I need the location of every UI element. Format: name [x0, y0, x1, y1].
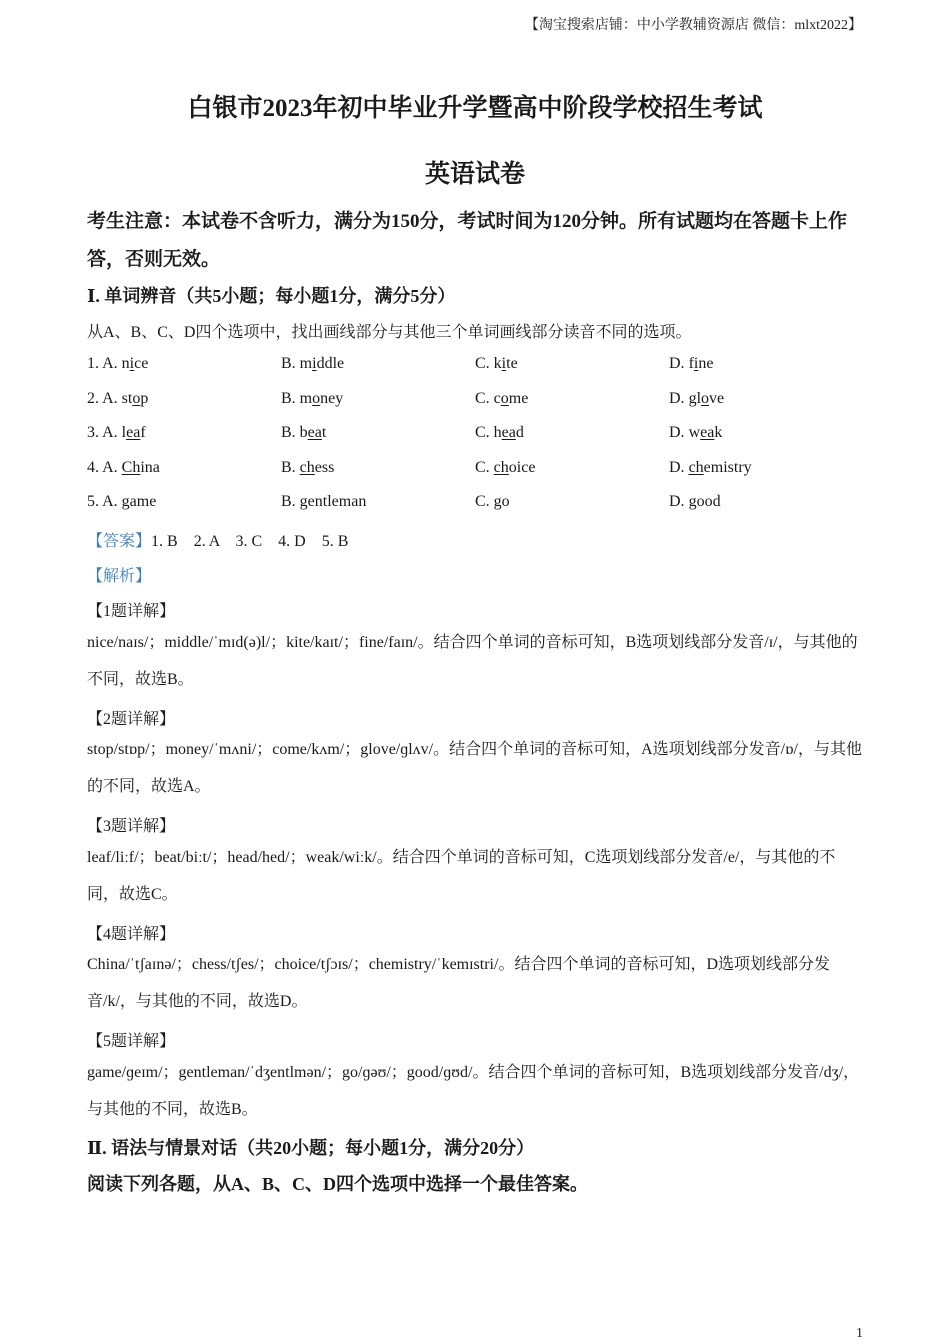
question-2-option-b [281, 390, 343, 408]
option-word-end: d [515, 424, 524, 441]
option-word-end: ame [129, 493, 157, 510]
option-underlined-part: g [493, 493, 502, 510]
question-5-option-d [669, 493, 721, 511]
option-word-end: ney [320, 389, 344, 407]
question-2-option-c [475, 390, 528, 408]
option-letter: B. [281, 458, 296, 476]
option-letter: C. [475, 355, 490, 372]
option-word-end: ess [314, 458, 335, 476]
option-underlined-part: o [701, 389, 710, 407]
detail-2-heading: 【2题详解】 [87, 711, 176, 728]
option-word-end: o [501, 493, 510, 510]
option-letter: 4. A. [87, 458, 118, 476]
section2-instruction: 阅读下列各题，从A、B、C、D四个选项中选择一个最佳答案。 [87, 1174, 589, 1194]
option-letter: D. [669, 424, 685, 441]
analysis-label: 【解析】 [87, 568, 152, 585]
option-letter: D. [669, 355, 685, 372]
option-underlined-part: o [312, 389, 321, 407]
question-1-option-b [281, 355, 344, 373]
detail-4-heading: 【4题详解】 [87, 926, 176, 943]
question-5-option-b [281, 493, 366, 511]
option-word-start: n [121, 355, 130, 372]
option-word-end: te [506, 355, 518, 372]
option-letter: C. [475, 424, 490, 441]
option-underlined-part: ch [688, 458, 704, 476]
question-1-option-d [669, 355, 713, 373]
option-underlined-part: ch [493, 458, 509, 476]
option-underlined-part: i [129, 355, 135, 372]
detail-1-heading: 【1题详解】 [87, 603, 176, 620]
option-word-start: m [299, 355, 313, 372]
detail-3-text: leaf/liːf/；beat/biːt/；head/hed/；weak/wiːk/。结合四个单词的音标可知，C选项划线部分发音/e/，与其他的不同，故选C。 [87, 849, 836, 903]
exam-subtitle: 英语试卷 [424, 161, 525, 188]
option-word-start: c [493, 389, 501, 407]
answer-label: 【答案】 [87, 533, 152, 550]
answer-text: 1. B 2. A 3. C 4. D 5. B [151, 533, 349, 550]
detail-4-text: China/ˈtʃaɪnə/；chess/tʃes/；choice/tʃɔɪs/；chemistry/ˈkemɪstri/。结合四个单词的音标可知，D选项划线部分发音/k/，与其他的不同，故选D。 [87, 956, 831, 1010]
detail-1-text: nice/naɪs/；middle/ˈmɪd(ə)l/；kite/kaɪt/；fine/faɪn/。结合四个单词的音标可知，B选项划线部分发音/ɪ/，与其他的不同，故选B。 [87, 634, 858, 688]
option-underlined-part: ea [307, 424, 322, 441]
question-1-option-c [475, 355, 518, 373]
option-word-end: t [321, 424, 327, 441]
exam-notice: 考生注意：本试卷不含听力，满分为150分，考试时间为120分钟。所有试题均在答题卡上作答，否则无效。 [87, 211, 848, 270]
option-letter: 2. A. [87, 389, 118, 407]
option-word-end: ce [134, 355, 149, 372]
question-2-option-a [87, 390, 148, 408]
answer-line [87, 528, 348, 551]
question-5-option-a [87, 493, 156, 511]
section1-heading: Ⅰ. 单词辨音（共5小题；每小题1分，满分5分） [87, 286, 456, 306]
detail-5-heading: 【5题详解】 [87, 1033, 176, 1050]
section1-instruction: 从A、B、C、D四个选项中，找出画线部分与其他三个单词画线部分读音不同的选项。 [87, 324, 692, 341]
option-word-end: f [140, 424, 146, 441]
option-word-start: h [493, 424, 502, 441]
question-3-option-c [475, 424, 524, 442]
question-3-option-a [87, 424, 146, 442]
option-word-start: st [121, 389, 133, 407]
option-word-end: oice [508, 458, 536, 476]
question-3-option-d [669, 424, 722, 442]
option-letter: 5. A. [87, 493, 118, 510]
question-4-option-a [87, 459, 160, 477]
option-underlined-part: o [132, 389, 141, 407]
option-word-start: k [493, 355, 502, 372]
option-word-end: ne [698, 355, 714, 372]
option-word-start: w [688, 424, 701, 441]
option-letter: 1. A. [87, 355, 118, 372]
option-underlined-part: g [299, 493, 308, 510]
option-letter: 3. A. [87, 424, 118, 441]
page-number: 1 [856, 1326, 863, 1341]
option-word-end: emistry [703, 458, 752, 476]
option-letter: C. [475, 389, 490, 407]
option-underlined-part: o [500, 389, 509, 407]
section2-heading: Ⅱ. 语法与情景对话（共20小题；每小题1分，满分20分） [87, 1138, 535, 1158]
option-underlined-part: Ch [121, 458, 141, 476]
option-word-end: ve [709, 389, 725, 407]
option-letter: B. [281, 389, 296, 407]
question-4-option-b [281, 459, 334, 477]
option-word-end: p [140, 389, 149, 407]
option-word-start: b [299, 424, 308, 441]
option-word-end: k [714, 424, 723, 441]
question-3-option-b [281, 424, 326, 442]
option-word-start: f [688, 355, 694, 372]
option-underlined-part: g [688, 493, 697, 510]
option-word-end: ood [696, 493, 721, 510]
exam-title: 白银市2023年初中毕业升学暨高中阶段学校招生考试 [187, 95, 763, 122]
option-underlined-part: ea [700, 424, 715, 441]
question-2-option-d [669, 390, 724, 408]
option-word-start: l [121, 424, 127, 441]
option-underlined-part: ch [299, 458, 315, 476]
option-underlined-part: ea [126, 424, 141, 441]
option-underlined-part: g [121, 493, 130, 510]
option-underlined-part: i [693, 355, 699, 372]
detail-3-heading: 【3题详解】 [87, 818, 176, 835]
option-letter: D. [669, 389, 685, 407]
option-letter: C. [475, 493, 490, 510]
option-letter: C. [475, 458, 490, 476]
detail-2-text: stop/stɒp/；money/ˈmʌni/；come/kʌm/；glove/ɡlʌv/。结合四个单词的音标可知，A选项划线部分发音/ɒ/，与其他的不同，故选A。 [87, 741, 862, 795]
option-word-start: m [299, 389, 313, 407]
option-underlined-part: ea [501, 424, 516, 441]
option-word-end: entleman [307, 493, 367, 510]
option-letter: D. [669, 493, 685, 510]
option-letter: B. [281, 493, 296, 510]
option-underlined-part: i [501, 355, 507, 372]
option-word-end: ddle [316, 355, 345, 372]
option-letter: B. [281, 355, 296, 372]
option-word-end: ina [140, 458, 160, 476]
question-1-option-a [87, 355, 148, 373]
option-letter: D. [669, 458, 685, 476]
question-4-option-c [475, 459, 535, 477]
header-note: 【淘宝搜索店铺：中小学教辅资源店 微信：mlxt2022】 [524, 18, 862, 33]
question-4-option-d [669, 459, 752, 477]
option-word-start: gl [688, 389, 702, 407]
option-underlined-part: i [312, 355, 317, 372]
option-word-end: me [508, 389, 529, 407]
detail-5-text: game/ɡeɪm/；gentleman/ˈdʒentlmən/；go/ɡəʊ/；good/ɡʊd/。结合四个单词的音标可知，B选项划线部分发音/dʒ/，与其他的不同，故选B。 [87, 1064, 860, 1118]
option-letter: B. [281, 424, 296, 441]
question-5-option-c [475, 493, 510, 511]
